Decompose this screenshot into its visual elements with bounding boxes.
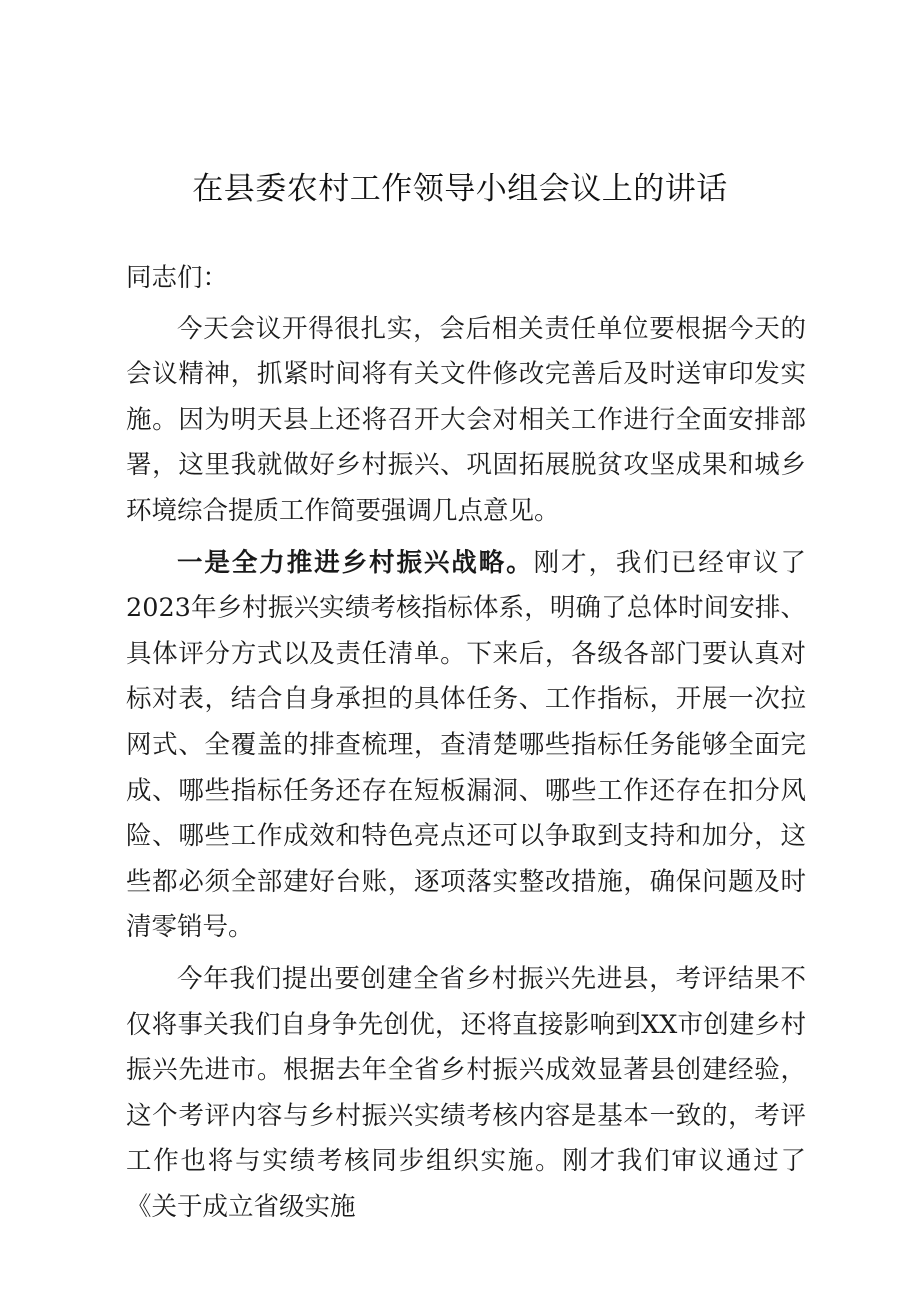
paragraph-2 [126, 541, 806, 951]
salutation: 同志们： [126, 263, 229, 293]
document-body [126, 256, 806, 1236]
paragraph-2-text: 刚才，我们已经审议了2023年乡村振兴实绩考核指标体系，明确了总体时间安排、具体评分方式以及责任清单。下来后，各级各部门要认真对标对表，结合自身承担的具体任务、工作指标，开展一次拉网式、全覆盖的排查梳理，查清楚哪些指标任务能够全面完成、哪些指标任务还存在短板漏洞、哪些工作还存在扣分风险、哪些工作成效和特色亮点还可以争取到支持和加分，这些都必须全部建好台账，逐项落实整改措施，确保问题及时清零销号。 [126, 547, 806, 943]
paragraph-2-lead: 一是全力推进乡村振兴战略。 [177, 547, 534, 578]
paragraph-3 [126, 957, 806, 1231]
document-title: 在县委农村工作领导小组会议上的讲话 [192, 171, 728, 207]
paragraph-1 [126, 307, 806, 535]
paragraph-3-text: 今年我们提出要创建全省乡村振兴先进县，考评结果不仅将事关我们自身争先创优，还将直接影响到XX市创建乡村振兴先进市。根据去年全省乡村振兴成效显著县创建经验，这个考评内容与乡村振兴实绩考核内容是基本一致的，考评工作也将与实绩考核同步组织实施。刚才我们审议通过了《关于成立省级实施 [126, 963, 806, 1222]
paragraph-1-text: 今天会议开得很扎实，会后相关责任单位要根据今天的会议精神，抓紧时间将有关文件修改完善后及时送审印发实施。因为明天县上还将召开大会对相关工作进行全面安排部署，这里我就做好乡村振兴、巩固拓展脱贫攻坚成果和城乡环境综合提质工作简要强调几点意见。 [126, 313, 806, 526]
